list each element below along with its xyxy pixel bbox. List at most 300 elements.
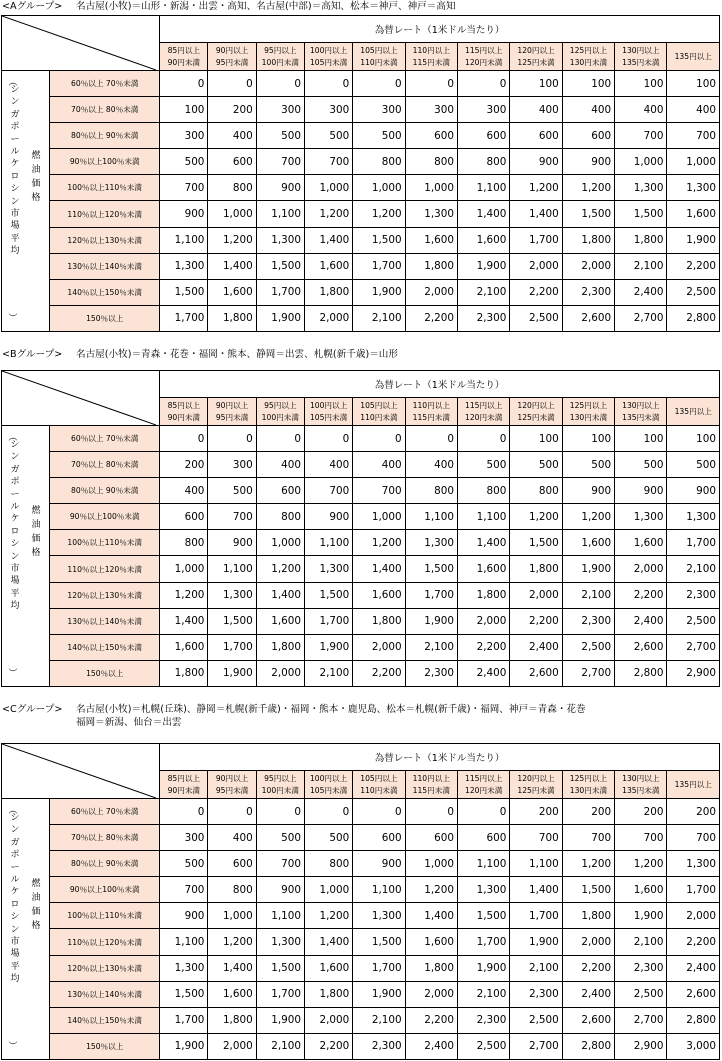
surcharge-value: 1,400: [256, 582, 304, 608]
surcharge-value: 2,100: [304, 660, 352, 686]
surcharge-value: 800: [405, 149, 457, 175]
table-row: [2, 123, 720, 149]
vertical-char: ロ: [10, 899, 20, 910]
surcharge-value: 1,000: [304, 175, 352, 201]
surcharge-value: 1,000: [160, 556, 208, 582]
group-caption: [2, 0, 456, 13]
rate-range-text: 95円未満: [215, 57, 249, 67]
rate-range-text: 85円以上: [167, 400, 201, 410]
surcharge-value: 800: [457, 478, 509, 504]
surcharge-value: 0: [208, 799, 256, 825]
surcharge-value: 2,200: [405, 305, 457, 331]
surcharge-value: 2,000: [615, 556, 667, 582]
surcharge-value: 500: [615, 452, 667, 478]
surcharge-value: 1,700: [510, 903, 562, 929]
surcharge-value: 3,000: [667, 1033, 720, 1059]
surcharge-value: 700: [160, 175, 208, 201]
surcharge-value: 600: [353, 825, 405, 851]
surcharge-value: 1,100: [405, 504, 457, 530]
price-range-label: [50, 478, 160, 504]
surcharge-value: 1,900: [256, 1007, 304, 1033]
surcharge-value: 2,100: [256, 1033, 304, 1059]
surcharge-value: 500: [256, 825, 304, 851]
exchange-rate-header: 為替レート（1米ドル当たり）: [160, 744, 720, 771]
surcharge-value: 1,700: [667, 530, 720, 556]
surcharge-value: 1,700: [256, 279, 304, 305]
paren-open: ︵: [8, 806, 18, 816]
rate-range-header: [457, 43, 509, 71]
surcharge-value: 1,000: [208, 201, 256, 227]
surcharge-value: 700: [615, 825, 667, 851]
rate-range-text: 135円未満: [622, 785, 660, 795]
vertical-char: ル: [10, 502, 20, 513]
surcharge-value: 2,600: [562, 1007, 614, 1033]
surcharge-value: 1,500: [160, 279, 208, 305]
surcharge-value: 1,000: [304, 877, 352, 903]
vertical-char: 燃: [31, 506, 41, 516]
group-caption: [2, 348, 398, 361]
surcharge-value: 2,800: [667, 305, 720, 331]
exchange-rate-header: 為替レート（1米ドル当たり）: [160, 16, 720, 43]
surcharge-value: 0: [353, 799, 405, 825]
surcharge-value: 2,900: [615, 1033, 667, 1059]
surcharge-value: 2,400: [510, 634, 562, 660]
price-range-label: [50, 955, 160, 981]
surcharge-value: 0: [304, 426, 352, 452]
price-range-text: 100％以上110％未満: [67, 538, 142, 548]
surcharge-value: 500: [510, 452, 562, 478]
vertical-char: シ: [10, 85, 20, 95]
surcharge-value: 1,200: [405, 877, 457, 903]
surcharge-value: 2,000: [405, 981, 457, 1007]
surcharge-value: 500: [160, 149, 208, 175]
rate-range-header: [510, 398, 562, 426]
surcharge-value: 800: [160, 530, 208, 556]
rate-range-text: 120円未満: [465, 57, 503, 67]
rate-range-text: 95円未満: [215, 785, 249, 795]
surcharge-value: 300: [208, 452, 256, 478]
price-range-text: 120％以上130％未満: [67, 235, 142, 245]
surcharge-value: 1,800: [256, 634, 304, 660]
price-range-text: 60％以上 70％未満: [71, 79, 139, 89]
surcharge-value: 1,300: [615, 175, 667, 201]
rate-range-text: 85円以上: [167, 45, 201, 55]
surcharge-value: 1,200: [160, 582, 208, 608]
surcharge-value: 700: [256, 149, 304, 175]
surcharge-value: 1,100: [510, 851, 562, 877]
price-range-text: 130％以上140％未満: [67, 616, 142, 626]
surcharge-value: 0: [160, 799, 208, 825]
surcharge-value: 1,100: [160, 929, 208, 955]
rate-range-header: [615, 43, 667, 71]
surcharge-value: 700: [353, 478, 405, 504]
rate-range-header: [615, 398, 667, 426]
surcharge-value: 1,800: [405, 253, 457, 279]
rate-range-header: [405, 771, 457, 799]
rate-range-text: 95円以上: [264, 400, 297, 410]
surcharge-value: 300: [160, 825, 208, 851]
vertical-char: シ: [10, 539, 20, 550]
rate-range-text: 90円以上: [215, 773, 249, 783]
group-routes: 名古屋(小牧)＝札幌(丘珠)、静岡＝札幌(新千歳)・福岡・熊本・鹿児島、松本＝札幌(新千歳)・福岡、神戸＝青森・花巻: [76, 704, 586, 715]
surcharge-value: 1,200: [562, 504, 614, 530]
surcharge-value: 600: [562, 123, 614, 149]
price-range-text: 60％以上 70％未満: [71, 434, 139, 444]
surcharge-value: 2,500: [667, 608, 720, 634]
surcharge-value: 1,300: [160, 955, 208, 981]
surcharge-value: 1,500: [562, 201, 614, 227]
surcharge-value: 0: [256, 426, 304, 452]
rate-range-text: 105円以上: [360, 45, 398, 55]
surcharge-value: 100: [160, 97, 208, 123]
vertical-char: 市: [10, 209, 20, 220]
rate-range-text: 95円以上: [264, 45, 297, 55]
table-row: [2, 929, 720, 955]
rate-range-text: 110円未満: [360, 412, 398, 422]
surcharge-value: 1,600: [457, 227, 509, 253]
price-range-text: 70％以上 80％未満: [71, 833, 139, 843]
price-range-text: 80％以上 90％未満: [71, 486, 139, 496]
surcharge-value: 2,200: [667, 253, 720, 279]
surcharge-value: 2,400: [615, 608, 667, 634]
surcharge-value: 1,800: [353, 608, 405, 634]
surcharge-value: 1,100: [457, 504, 509, 530]
surcharge-value: 800: [208, 175, 256, 201]
price-range-text: 90％以上100％未満: [69, 512, 140, 522]
vertical-char: シ: [10, 912, 20, 923]
surcharge-value: 600: [160, 504, 208, 530]
surcharge-value: 0: [405, 799, 457, 825]
surcharge-value: 1,100: [457, 175, 509, 201]
vertical-char: 均: [10, 246, 20, 257]
surcharge-value: 400: [256, 452, 304, 478]
price-range-text: 150％以上: [86, 313, 124, 323]
price-range-label: [50, 452, 160, 478]
rate-range-header: [160, 398, 208, 426]
price-range-label: [50, 608, 160, 634]
price-range-label: [50, 981, 160, 1007]
rate-range-text: 135円以上: [674, 406, 712, 416]
rate-range-text: 115円未満: [412, 785, 450, 795]
surcharge-value: 400: [208, 123, 256, 149]
surcharge-value: 2,300: [353, 1033, 405, 1059]
surcharge-value: 1,200: [208, 929, 256, 955]
vertical-char: ー: [10, 862, 20, 873]
surcharge-value: 1,300: [405, 530, 457, 556]
surcharge-value: 600: [457, 123, 509, 149]
vertical-char: 油: [31, 520, 41, 530]
surcharge-value: 1,200: [208, 227, 256, 253]
surcharge-value: 1,400: [208, 253, 256, 279]
surcharge-value: 100: [667, 71, 720, 97]
rate-range-text: 105円未満: [309, 57, 348, 67]
surcharge-value: 2,300: [562, 279, 614, 305]
surcharge-value: 2,500: [615, 981, 667, 1007]
vertical-char: ケ: [10, 159, 20, 170]
surcharge-value: 400: [353, 452, 405, 478]
surcharge-value: 2,100: [510, 955, 562, 981]
price-range-label: [50, 851, 160, 877]
rate-range-text: 90円以上: [215, 400, 249, 410]
surcharge-value: 1,500: [353, 227, 405, 253]
table-row: [2, 175, 720, 201]
vertical-char: ル: [10, 147, 20, 158]
surcharge-value: 700: [510, 825, 562, 851]
rate-range-text: 115円以上: [465, 773, 503, 783]
surcharge-value: 1,300: [457, 877, 509, 903]
price-range-label: [50, 799, 160, 825]
rate-range-text: 120円以上: [517, 773, 555, 783]
diagonal-line: [2, 371, 156, 425]
vertical-char: ガ: [10, 837, 20, 848]
kerosene-price-axis-label: [2, 799, 50, 1060]
vertical-char: 場: [10, 576, 20, 587]
surcharge-value: 2,300: [667, 582, 720, 608]
surcharge-value: 1,500: [562, 877, 614, 903]
surcharge-value: 1,200: [510, 175, 562, 201]
surcharge-value: 2,200: [304, 1033, 352, 1059]
table-row: [2, 903, 720, 929]
surcharge-value: 2,200: [615, 582, 667, 608]
surcharge-value: 1,800: [160, 660, 208, 686]
surcharge-value: 1,700: [208, 634, 256, 660]
rate-range-text: 120円以上: [517, 45, 555, 55]
surcharge-value: 1,200: [256, 556, 304, 582]
surcharge-value: 900: [160, 201, 208, 227]
surcharge-value: 2,400: [405, 1033, 457, 1059]
surcharge-value: 100: [667, 426, 720, 452]
rate-range-text: 125円以上: [569, 773, 608, 783]
table-row: [2, 71, 720, 97]
rate-range-text: 100円未満: [261, 785, 299, 795]
rate-range-text: 130円以上: [622, 400, 660, 410]
surcharge-value: 1,700: [667, 877, 720, 903]
table-row: [2, 877, 720, 903]
surcharge-table: [1, 370, 720, 687]
surcharge-value: 800: [457, 149, 509, 175]
table-row: [2, 825, 720, 851]
surcharge-value: 1,000: [353, 175, 405, 201]
surcharge-value: 700: [667, 825, 720, 851]
surcharge-value: 2,300: [615, 955, 667, 981]
surcharge-value: 1,600: [457, 556, 509, 582]
surcharge-value: 1,100: [160, 227, 208, 253]
rate-range-header: [256, 398, 304, 426]
vertical-char: 価: [31, 907, 41, 917]
surcharge-value: 100: [510, 426, 562, 452]
surcharge-value: 1,700: [160, 305, 208, 331]
surcharge-value: 1,400: [457, 201, 509, 227]
group-name: <Bグループ>: [2, 349, 63, 360]
surcharge-value: 2,100: [457, 981, 509, 1007]
surcharge-value: 2,400: [667, 955, 720, 981]
surcharge-value: 2,000: [510, 582, 562, 608]
surcharge-value: 0: [405, 426, 457, 452]
vertical-char: 均: [10, 601, 20, 612]
vertical-char: 油: [31, 165, 41, 175]
surcharge-value: 2,300: [405, 660, 457, 686]
rate-range-text: 100円以上: [309, 45, 348, 55]
rate-range-header: [457, 771, 509, 799]
price-range-label: [50, 201, 160, 227]
vertical-char: ン: [10, 551, 20, 562]
surcharge-value: 1,500: [208, 608, 256, 634]
price-range-label: [50, 149, 160, 175]
surcharge-value: 1,300: [615, 504, 667, 530]
vertical-char: 平: [10, 233, 20, 244]
surcharge-value: 2,600: [615, 634, 667, 660]
surcharge-value: 2,700: [562, 660, 614, 686]
price-range-label: [50, 504, 160, 530]
rate-range-text: 130円未満: [569, 57, 608, 67]
table-row: [2, 799, 720, 825]
paren-open: ︵: [8, 78, 18, 88]
table-row: [2, 149, 720, 175]
rate-range-header: [256, 43, 304, 71]
surcharge-value: 600: [405, 825, 457, 851]
surcharge-value: 2,000: [353, 634, 405, 660]
price-range-label: [50, 582, 160, 608]
surcharge-value: 1,400: [304, 929, 352, 955]
surcharge-value: 1,800: [510, 556, 562, 582]
surcharge-value: 0: [160, 426, 208, 452]
surcharge-value: 1,400: [510, 201, 562, 227]
surcharge-value: 2,300: [510, 981, 562, 1007]
price-range-label: [50, 634, 160, 660]
rate-range-text: 100円未満: [261, 412, 299, 422]
surcharge-value: 1,200: [304, 201, 352, 227]
surcharge-value: 1,000: [615, 149, 667, 175]
singapore-kerosene-label: [10, 439, 20, 613]
rate-range-header: [304, 398, 352, 426]
paren-open: ︵: [8, 433, 18, 443]
price-range-label: [50, 253, 160, 279]
surcharge-value: 2,500: [457, 1033, 509, 1059]
surcharge-value: 700: [304, 478, 352, 504]
vertical-char: ン: [10, 97, 20, 108]
group-routes: 名古屋(小牧)＝青森・花巻・福岡・熊本、静岡＝出雲、札幌(新千歳)＝山形: [76, 349, 398, 360]
vertical-char: 燃: [31, 879, 41, 889]
surcharge-value: 800: [405, 478, 457, 504]
surcharge-value: 2,600: [510, 660, 562, 686]
rate-range-header: [562, 43, 614, 71]
surcharge-value: 700: [304, 149, 352, 175]
table-row: [2, 426, 720, 452]
rate-range-text: 105円未満: [309, 412, 348, 422]
surcharge-value: 2,000: [457, 608, 509, 634]
surcharge-value: 1,100: [256, 903, 304, 929]
rate-range-header: [667, 43, 720, 71]
price-range-text: 80％以上 90％未満: [71, 859, 139, 869]
surcharge-value: 1,000: [353, 504, 405, 530]
surcharge-value: 1,600: [562, 530, 614, 556]
surcharge-value: 2,300: [457, 1007, 509, 1033]
surcharge-value: 600: [256, 478, 304, 504]
surcharge-value: 200: [562, 799, 614, 825]
rate-range-text: 125円未満: [517, 57, 555, 67]
surcharge-value: 2,100: [353, 305, 405, 331]
surcharge-value: 1,100: [353, 877, 405, 903]
vertical-char: 場: [10, 949, 20, 960]
surcharge-value: 2,000: [304, 1007, 352, 1033]
rate-range-header: [208, 43, 256, 71]
rate-range-text: 95円以上: [264, 773, 297, 783]
corner-diagonal: [2, 371, 156, 425]
surcharge-value: 600: [208, 851, 256, 877]
surcharge-value: 900: [353, 851, 405, 877]
surcharge-value: 2,200: [405, 1007, 457, 1033]
surcharge-value: 2,100: [562, 582, 614, 608]
rate-range-text: 90円未満: [167, 412, 201, 422]
surcharge-value: 1,600: [256, 608, 304, 634]
surcharge-value: 2,500: [667, 279, 720, 305]
vertical-char: 市: [10, 564, 20, 575]
surcharge-value: 600: [405, 123, 457, 149]
surcharge-value: 800: [353, 149, 405, 175]
surcharge-value: 500: [304, 123, 352, 149]
rate-range-text: 90円未満: [167, 57, 201, 67]
surcharge-value: 1,300: [353, 903, 405, 929]
surcharge-value: 800: [256, 504, 304, 530]
surcharge-value: 1,200: [510, 504, 562, 530]
surcharge-value: 1,100: [256, 201, 304, 227]
vertical-char: ロ: [10, 171, 20, 182]
surcharge-value: 1,700: [405, 582, 457, 608]
surcharge-value: 1,000: [405, 851, 457, 877]
surcharge-value: 2,600: [667, 981, 720, 1007]
surcharge-value: 800: [208, 877, 256, 903]
rate-range-text: 135円以上: [674, 51, 712, 61]
price-range-text: 90％以上100％未満: [69, 157, 140, 167]
rate-range-text: 130円未満: [569, 412, 608, 422]
surcharge-value: 1,600: [208, 981, 256, 1007]
price-range-text: 110％以上120％未満: [67, 209, 142, 219]
price-range-label: [50, 903, 160, 929]
vertical-char: ガ: [10, 109, 20, 120]
surcharge-value: 2,200: [457, 634, 509, 660]
surcharge-value: 1,900: [304, 634, 352, 660]
surcharge-value: 1,700: [353, 955, 405, 981]
rate-range-text: 100円以上: [309, 400, 348, 410]
surcharge-value: 2,000: [562, 929, 614, 955]
rate-range-header: [353, 43, 405, 71]
price-range-label: [50, 71, 160, 97]
price-range-label: [50, 426, 160, 452]
vertical-char: ポ: [10, 122, 20, 133]
surcharge-value: 1,600: [405, 227, 457, 253]
price-range-text: 90％以上100％未満: [69, 885, 140, 895]
rate-range-header: [405, 398, 457, 426]
surcharge-value: 2,100: [457, 279, 509, 305]
surcharge-value: 200: [208, 97, 256, 123]
rate-range-text: 110円未満: [360, 785, 398, 795]
price-range-label: [50, 929, 160, 955]
surcharge-value: 100: [562, 426, 614, 452]
vertical-char: 格: [31, 548, 41, 558]
table-row: [2, 582, 720, 608]
price-range-text: 110％以上120％未満: [67, 564, 142, 574]
table-row: [2, 660, 720, 686]
rate-range-text: 105円以上: [360, 773, 398, 783]
surcharge-value: 1,400: [304, 227, 352, 253]
surcharge-value: 2,800: [615, 660, 667, 686]
surcharge-value: 1,000: [208, 903, 256, 929]
surcharge-value: 100: [510, 71, 562, 97]
kerosene-price-axis-label: [2, 426, 50, 687]
surcharge-value: 2,200: [667, 929, 720, 955]
vertical-char: 価: [31, 179, 41, 189]
surcharge-value: 600: [510, 123, 562, 149]
